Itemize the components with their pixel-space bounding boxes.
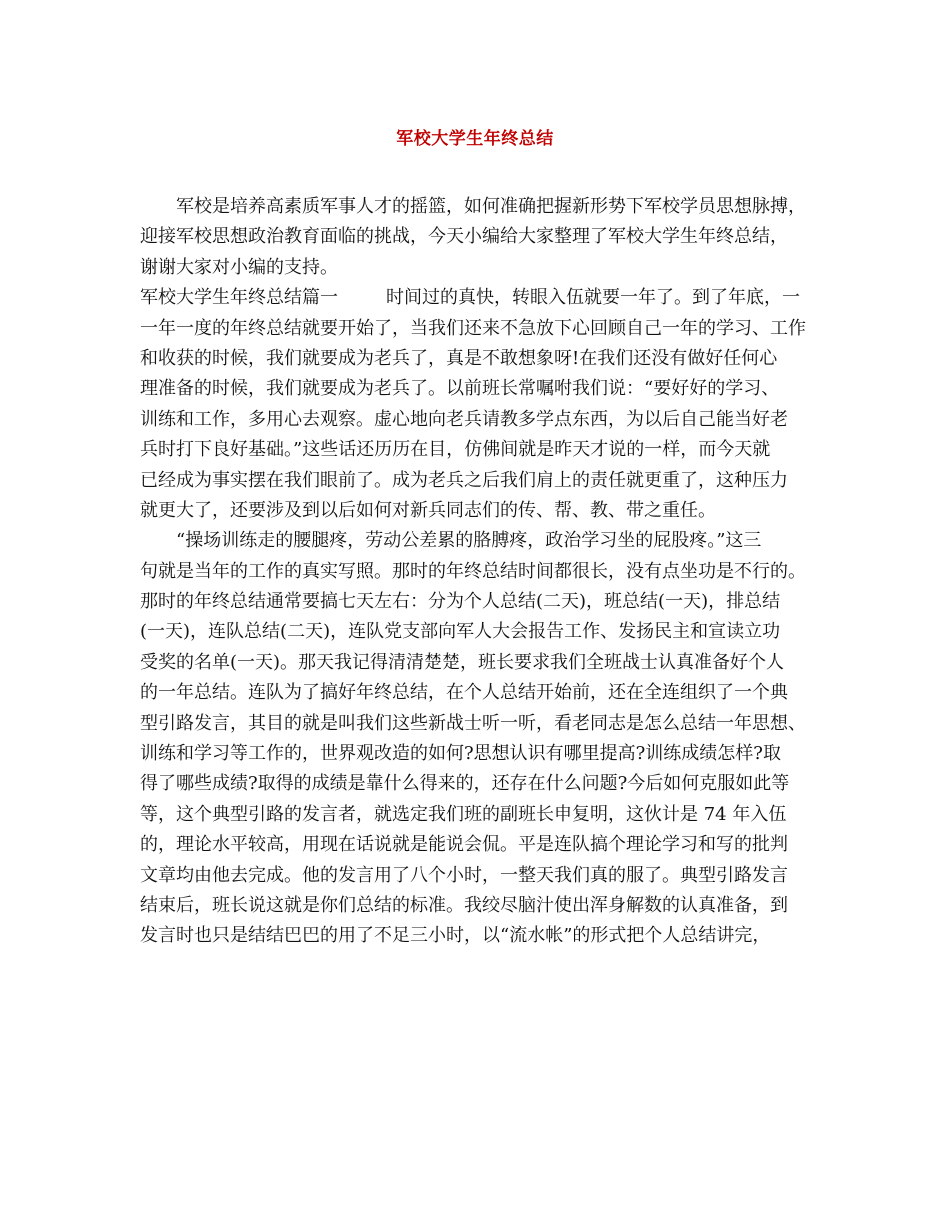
section-first-line [140,283,830,313]
paragraph-line: 理准备的时候，我们就要成为老兵了。以前班长常嘱咐我们说：“要好好的学习、 [140,378,780,400]
paragraph-line: (一天)，连队总结(二天)，连队党支部向军人大会报告工作、发扬民主和宣读立功 [140,621,781,643]
paragraph-line: 就更大了，还要涉及到以后如何对新兵同志们的传、帮、教、带之重任。 [140,499,716,521]
paragraph-line: 的一年总结。连队为了搞好年终总结，在个人总结开始前，还在全连组织了一个典 [140,682,788,704]
paragraph-line: 兵时打下良好基础。”这些话还历历在目，仿佛间就是昨天才说的一样，而今天就 [140,439,771,461]
paragraph-line: 一年一度的年终总结就要开始了，当我们还来不急放下心回顾自己一年的学习、工作 [140,317,806,339]
paragraph-line: 训练和工作，多用心去观察。虚心地向老兵请教多学点东西，为以后自己能当好老 [140,408,788,430]
paragraph-line: 结束后，班长说这就是你们总结的标准。我绞尽脑汁使出浑身解数的认真准备，到 [140,894,788,916]
paragraph-line: 的，理论水平较高，用现在话说就是能说会侃。平是连队搞个理论学习和写的批判 [140,834,788,856]
document-title: 军校大学生年终总结 [396,129,554,149]
paragraph-line: 谢谢大家对小编的支持。 [140,256,338,278]
paragraph-line: 那时的年终总结通常要搞七天左右：分为个人总结(二天)，班总结(一天)，排总结 [140,591,781,613]
paragraph-line: 等，这个典型引路的发言者，就选定我们班的副班长申复明，这伙计是 74 年入伍 [140,803,787,825]
paragraph-line: 军校是培养高素质军事人才的摇篮，如何准确把握新形势下军校学员思想脉搏， [176,196,806,217]
paragraph-line: “操场训练走的腰腿疼，劳动公差累的胳膊疼，政治学习坐的屁股疼。”这三 [176,530,762,552]
paragraph-line: 文章均由他去完成。他的发言用了八个小时，一整天我们真的服了。典型引路发言 [140,864,788,886]
document-body [140,192,830,952]
paragraph-line: 训练和学习等工作的，世界观改造的如何?思想认识有哪里提高?训练成绩怎样?取 [140,743,781,765]
paragraph-line: 和收获的时候，我们就要成为老兵了，真是不敢想象呀!在我们还没有做好任何心 [140,347,778,369]
paragraph-line: 受奖的名单(一天)。那天我记得清清楚楚，班长要求我们全班战士认真准备好个人 [140,651,785,673]
paragraph-line: 句就是当年的工作的真实写照。那时的年终总结时间都很长，没有点坐功是不行的。 [140,560,806,582]
paragraph-line: 迎接军校思想政治教育面临的挑战，今天小编给大家整理了军校大学生年终总结， [140,226,788,248]
paragraph-line: 得了哪些成绩?取得的成绩是靠什么得来的，还存在什么问题?今后如何克服如此等 [140,773,790,795]
section-first-text: 时间过的真快，转眼入伍就要一年了。到了年底，一 [386,287,800,309]
section-heading: 军校大学生年终总结篇一 [140,287,338,309]
paragraph-line: 型引路发言，其目的就是叫我们这些新战士听一听，看老同志是怎么总结一年思想、 [140,712,806,734]
paragraph-line: 已经成为事实摆在我们眼前了。成为老兵之后我们肩上的责任就更重了，这种压力 [140,469,788,491]
paragraph-line: 发言时也只是结结巴巴的用了不足三小时，以“流水帐”的形式把个人总结讲完， [140,925,771,947]
